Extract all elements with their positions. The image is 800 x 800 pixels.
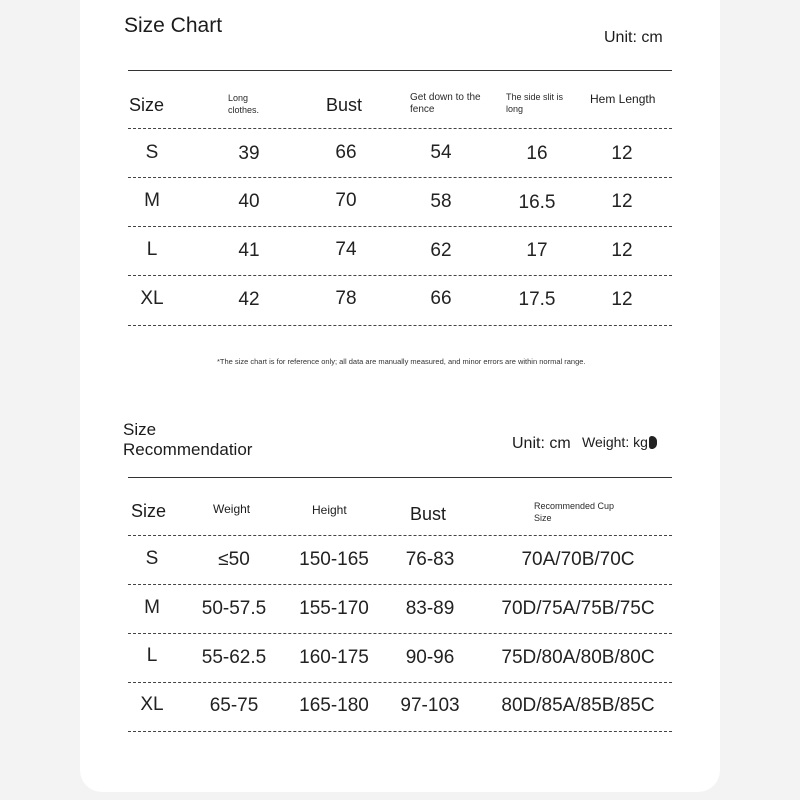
size-chart-title: Size Chart: [124, 14, 223, 37]
table-cell: M: [144, 190, 160, 211]
table-cell: 16: [526, 143, 548, 164]
row-divider: [128, 584, 672, 585]
header-length: Long clothes.: [228, 93, 260, 115]
table-cell: 55-62.5: [201, 647, 267, 668]
table-cell: 75D/80A/80B/80C: [501, 647, 655, 668]
table-cell: 40: [238, 191, 260, 212]
table-cell: 74: [335, 239, 357, 260]
table-cell: 76-83: [405, 549, 455, 570]
table-cell: XL: [140, 288, 164, 309]
row-divider: [128, 325, 672, 326]
table-cell: XL: [140, 694, 164, 715]
table-cell: 80D/85A/85B/85C: [501, 695, 655, 716]
header-hem: Hem Length: [590, 92, 656, 106]
table-cell: L: [146, 645, 158, 666]
table-cell: 150-165: [299, 549, 369, 570]
table-cell: 12: [611, 143, 633, 164]
table-cell: 70: [335, 190, 357, 211]
table-cell: 58: [430, 191, 452, 212]
table-cell: 41: [238, 240, 260, 261]
divider: [128, 70, 672, 71]
header-size: Size: [129, 95, 165, 115]
row-divider: [128, 226, 672, 227]
row-divider: [128, 633, 672, 634]
table-cell: 12: [611, 289, 633, 310]
table-cell: 70D/75A/75B/75C: [501, 598, 655, 619]
weight-unit-label: [582, 434, 657, 450]
row-divider: [128, 731, 672, 732]
row-divider: [128, 535, 672, 536]
table-cell: S: [145, 548, 159, 569]
table-cell: M: [144, 597, 160, 618]
row-divider: [128, 275, 672, 276]
table-cell: 160-175: [299, 647, 369, 668]
table-cell: 39: [238, 143, 260, 164]
table-cell: 12: [611, 240, 633, 261]
table-cell: 62: [430, 240, 452, 261]
content-card: [80, 0, 720, 792]
table-cell: 155-170: [299, 598, 369, 619]
size-chart-unit: Unit: cm: [604, 29, 663, 46]
table-cell: 50-57.5: [201, 598, 267, 619]
header-size: Size: [131, 501, 167, 521]
table-cell: ≤50: [218, 549, 250, 570]
table-cell: 17: [526, 240, 548, 261]
divider: [128, 477, 672, 478]
table-cell: S: [145, 142, 159, 163]
table-cell: 90-96: [405, 647, 455, 668]
recommendation-title-line2: Recommendatior: [123, 440, 253, 459]
header-weight: Weight: [213, 502, 251, 516]
table-cell: 12: [611, 191, 633, 212]
row-divider: [128, 177, 672, 178]
weight-unit-text: Weight: kg: [582, 434, 648, 450]
table-cell: 65-75: [209, 695, 259, 716]
table-cell: 83-89: [405, 598, 455, 619]
header-slit: The side slit is long: [506, 92, 564, 114]
recommendation-title-line1: Size: [123, 420, 157, 439]
table-cell: 78: [335, 288, 357, 309]
table-cell: 66: [335, 142, 357, 163]
disclaimer-note: *The size chart is for reference only; all data are manually measured, and minor errors are within normal range.: [217, 357, 586, 366]
row-divider: [128, 128, 672, 129]
recommendation-unit: Unit: cm: [512, 435, 571, 452]
table-cell: 165-180: [299, 695, 369, 716]
table-cell: 97-103: [400, 695, 460, 716]
table-cell: 16.5: [518, 192, 556, 213]
table-cell: 17.5: [518, 289, 556, 310]
header-fence: Get down to the fence: [410, 92, 481, 115]
table-cell: 42: [238, 289, 260, 310]
header-bust: Bust: [410, 504, 447, 524]
header-bust: Bust: [326, 95, 363, 115]
header-height: Height: [312, 503, 347, 517]
header-cup: Recommended Cup Size: [534, 501, 615, 523]
row-divider: [128, 682, 672, 683]
table-cell: 66: [430, 288, 452, 309]
table-cell: L: [146, 239, 158, 260]
table-cell: 54: [430, 142, 452, 163]
table-cell: 70A/70B/70C: [521, 549, 635, 570]
cropped-glyph: [649, 436, 657, 449]
